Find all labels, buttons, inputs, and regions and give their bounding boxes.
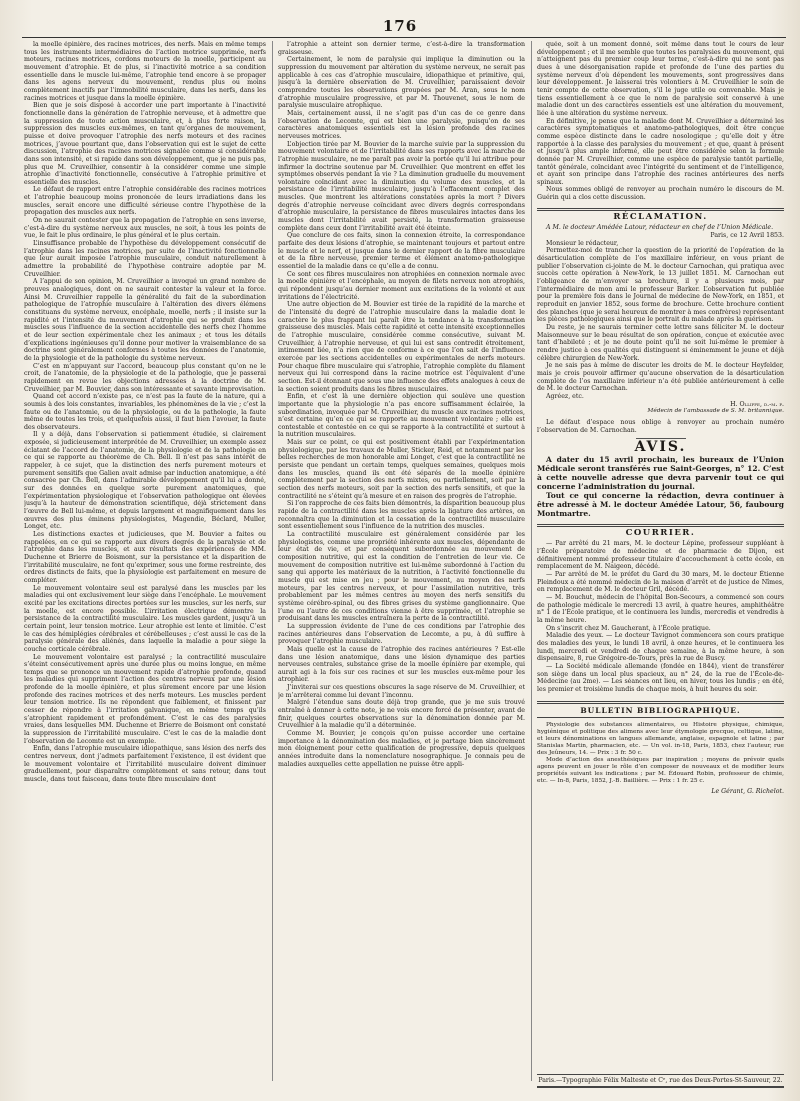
reclamation-salutation: Monsieur le rédacteur, — [546, 239, 619, 247]
reclamation-heading: RÉCLAMATION. — [537, 208, 784, 222]
article-paragraph: Il y a déjà, dans l’observation si patiemment étudiée, si clairement exposée, si judicieusement interprétée de M. Cruveilhier, un exemple assez éclatant de l’accord de l’anatomie, de la physiologie et de la pathologie en ce qui se rapporte au théorème de Ch. Bell. Il n’est pas sans intérêt de rappeler, à ce sujet, que la distinction des nerfs purement moteurs et purement sensitifs que Galien avait admise par induction anatomique, a été consacrée par Ch. Bell, dans l’admirable développement qu’il lui a donné, sur des données en quelque sorte purement anatomiques, que l’expérimentation physiologique et l’observation pathologique ont élevées jusqu’à la hauteur de démonstration scientifique, déjà strictement dans l’œuvre de Bell lui-même, et depuis largement et magnifiquement dans les œuvres des plus éminens physiologistes, Magendie, Béclard, Muller, Longet, etc. — [24, 431, 266, 531]
article-paragraph: On ne saurait contester que la propagation de l’atrophie en sens inverse, c’est-à-dire du système nerveux aux muscles, ne soit, à tous les points de vue, le fait le plus ordinaire, le plus général et le plus certain. — [24, 217, 266, 240]
courrier-heading: COURRIER. — [537, 524, 784, 538]
reclamation-paragraph: Agréez, etc. — [546, 392, 584, 400]
article-paragraph: J’inviterai sur ces questions obscures la sage réserve de M. Cruveilhier, et je m’arrêterai comme lui devant l’inconnu. — [278, 684, 525, 699]
reclamation-signature-title: Médecin de l’ambassade de S. M. britannique. — [647, 408, 784, 415]
column-2 — [278, 41, 525, 1081]
gerant-signature: Le Gérant, G. Richelot. — [711, 788, 784, 796]
column-1 — [24, 41, 266, 1081]
article-paragraph: l’atrophie a atteint son dernier terme, c’est-à-dire la transformation graisseuse. — [278, 41, 525, 56]
bibliography-entry: Physiologie des substances alimentaires, ou Histoire physique, chimique, hygiénique et politique des alimens avec leur étymologie grecque, celtique, latine, et leurs dénominations en langues allemande, anglaise, espagnole et latine ; par Stanislas Martin, pharmacien, etc. — Un vol. in-18, Paris, 1853, chez l’auteur, rue des Jeûneurs, 14. — Prix : 3 fr. 50 c. — [537, 722, 784, 756]
article-paragraph: Nous sommes obligé de renvoyer au prochain numéro le discours de M. Guérin qui a clos cette discussion. — [537, 186, 784, 202]
avis-paragraph: Tout ce qui concerne la rédaction, devra continuer à être adressé à M. le docteur Amédée Latour, 56, faubourg Montmartre. — [537, 490, 784, 518]
article-paragraph: La suppression évidente de l’une de ces conditions par l’atrophie des racines antérieures dans l’observation de Lecomte, a pu, à dû suffire à provoquer l’atrophie musculaire. — [278, 622, 525, 646]
article-paragraph: Une autre objection de M. Bouvier est tirée de la rapidité de la marche et de l’intensité du degré de l’atrophie musculaire dans la maladie dont le caractère le plus frappant lui paraît être la tendance à la transformation graisseuse des muscles. Mais cette rapidité et cette intensité exceptionnelles de l’atrophie musculaire, considérée comme consécutive, suivant M. Cruveilhier, à l’atrophie nerveuse, et qui lui est sans contredit étroitement, intimement liée, n’a rien que de conforme à ce que l’on sait de l’influence exercée par les sections accidentelles ou expérimentales de nerfs moteurs. Pour chaque fibre musculaire qui s’atrophie, l’atrophie complète du filament nerveux qui lui correspond dans la racine motrice est l’équivalent d’une section. Est-il étonnant que sous une influence des effets analogues à ceux de la section soient produits dans les fibres musculaires. — [278, 301, 525, 393]
column-3 — [537, 41, 784, 1081]
article-paragraph: Le mouvement volontaire seul est paralysé dans les muscles par les maladies qui ont exclusivement leur siège dans l’encéphale. Le mouvement excité par les excitations directes portées sur les muscles, sur les nerfs, sur la moelle, est encore possible. L’irritation électrique démontre la persistance de la contractilité musculaire. Les muscles gardent, jusqu’à un certain point, leur tension motrice. Leur atrophie est lente et limitée. C’est le cas des hémiplégies cérébrales et cérébelleuses ; c’est aussi le cas de la paralysie générale des aliénés, dans laquelle la maladie a pour siège la couche corticale cérébrale. — [24, 584, 266, 653]
article-paragraph: Les distinctions exactes et judicieuses, que M. Bouvier a faites ou rappelées, en ce qui se rapporte aux divers degrés de la paralysie et de l’atrophie dans les muscles, et aux résultats des expériences de MM. Duchenne et Brierre de Boismont, sur la persistance et la disparition de l’irritabilité musculaire, ne font qu’exprimer, sous une forme restreinte, des ordres distincts de faits, que la physiologie est parfaitement en mesure de compléter. — [24, 531, 266, 584]
article-paragraph: Mais quelle est la cause de l’atrophie des racines antérieures ? Est-elle dans une lésion anatomique, dans une lésion dynamique des parties nerveuses centrales, substance grise de la moelle épinière par exemple, qui aurait agi à la fois sur ces racines et sur les muscles eux-même pour les atrophier. — [278, 645, 525, 684]
article-paragraph: Le défaut de rapport entre l’atrophie considérable des racines motrices et l’atrophie beaucoup moins prononcée de leurs irradiations dans les muscles, serait encore une difficulté sérieuse contre l’hypothèse de la propagation des muscles aux nerfs. — [24, 186, 266, 217]
bibliography-body — [537, 722, 784, 784]
article-paragraph: Mais sur ce point, ce qui est positivement établi par l’expérimentation physiologique, par les travaux de Muller, Sticker, Reid, et notamment par les belles recherches de mon honorable ami Longet, c’est que la contractilité ne persiste que pendant un certain temps, quelques semaines, quelques mois dans les muscles, quand ils ont été séparés de la moelle épinière complètement par la section des nerfs mixtes, ou partiellement, soit par la section des nerfs moteurs, soit par la section des nerfs sensitifs, et que la contractilité ne s’éteint qu’à mesure et en raison des progrès de l’atrophie. — [278, 439, 525, 500]
reclamation-address: A M. le docteur Amédée Latour, rédacteur en chef de l’Union Médicale. — [546, 224, 774, 232]
article-paragraph: En définitive, je pense que la maladie dont M. Cruveilhier a déterminé les caractères symptomatiques et anatomo-pathologiques, doit être conçue comme espèce distincte dans le cadre nosologique ; qu’elle doit y être rapportée à la classe des paralysies du mouvement ; et que, quant à présent et jusqu’à plus ample informé, elle peut être considérée selon la formule donnée par M. Cruveilhier, comme une espèce de paralysie tantôt partielle, tantôt générale, coïncidant avec l’intégrité du sentiment et de l’intelligence, et ayant son principe dans l’atrophie des racines antérieures des nerfs spinaux. — [537, 117, 784, 186]
column-divider — [531, 41, 532, 1081]
courrier-body — [537, 540, 784, 693]
reclamation-paragraph: Je ne sais pas à même de discuter les droits de M. le docteur Heyfelder, mais je crois pouvoir affirmer qu’aucune observation de la désarticulation complète de l’os maxillaire inférieur n’a été publiée antérieurement à celle de M. le docteur Carnochan. — [537, 362, 784, 393]
article-conclusion — [537, 41, 784, 202]
reclamation-note: Le défaut d’espace nous oblige à renvoyer au prochain numéro l’observation de M. Carnochan. — [537, 418, 784, 434]
article-paragraph: L’objection tirée par M. Bouvier de la marche suivie par la suppression du mouvement volontaire et de l’irritabilité dans ses rapports avec la marche de l’atrophie musculaire, ne me paraît pas avoir la portée qu’il lui attribue pour infirmer la doctrine soutenue par M. Cruveilhier. Que montrent en effet les symptômes observés pendant la vie ? La diminution graduelle du mouvement volontaire coïncidant avec la diminution du volume des muscles, et la persistance de l’irritabilité musculaire, jusqu’à l’effacement complet des muscles. Que montrent les altérations constatées après la mort ? Divers degrés d’atrophie nerveuse coïncidant avec divers degrés correspondans d’atrophie musculaire, la persistance de fibres musculaires intactes dans les muscles dont l’irritabilité avait persisté, la transformation graisseuse complète dans ceux dont l’irritabilité avait été éteinte. — [278, 140, 525, 232]
article-paragraph: Si l’on rapproche de ces faits bien démontrés, la disparition beaucoup plus rapide de la contractilité dans les muscles après la ligature des artères, on reconnaîtra que la diminution et la cessation de la contractilité musculaire sont essentiellement sous l’influence de la nutrition des muscles. — [278, 500, 525, 531]
article-paragraph: Mais, certainement aussi, il ne s’agit pas d’un cas de ce genre dans l’observation de Lecomte, qui est bien une paralysie, puisqu’on de ses caractères anatomiques essentiels est la lésion profonde des racines nerveuses motrices. — [278, 109, 525, 140]
article-paragraph: L’insuffisance probable de l’hypothèse du développement consécutif de l’atrophie dans les racines motrices, par suite de l’inactivité fonctionnelle que leur aurait imposée l’atrophie musculaire, conduit naturellement à admettre la probabilité de l’hypothèse contraire adoptée par M. Cruveilhier. — [24, 240, 266, 278]
article-paragraph: Certainement, le nom de paralysie qui implique la diminution ou la suppression du mouvement par altération du système nerveux, ne serait pas applicable à ces cas d’atrophie musculaire, idiopathique et primitive, qui, jusqu’à la dernière observation de M. Cruveilhier, paraissaient devoir comprendre toutes les observations groupées par M. Aran, sous le nom d’atrophie musculaire progressive, et par M. Thouvenet, sous le nom de paralysie musculaire atrophique. — [278, 56, 525, 110]
article-paragraph: quée, soit à un moment donné, soit même dans tout le cours de leur développement ; et il me semble que toutes les paralysies du mouvement, qui n’atteignent pas du premier coup leur terme, c’est-à-dire qui ne sont pas dues à une désorganisation rapide et profonde de l’une des parties du système nerveux d’où dépendent les mouvements, sont progressives dans leur développement. Je laisserai très volontiers à M. Cruveilhier le soin de tenir compte de cette observation, s’il le juge utile ou convenable. Mais je tiens essentiellement à ce que le nom de paralysie soit conservé à une maladie dont un des caractères essentiels est une altération du mouvement, liée à une altération du système nerveux. — [537, 41, 784, 117]
courrier-item: On s’inscrit chez M. Gaucherant, à l’École pratique. — [546, 624, 711, 632]
courrier-item: — La Société médicale allemande (fondée en 1844), vient de transférer son siège dans un local plus spacieux, au n° 24, de la rue de l’École-de-Médecine (au 2me). — Les séances ont lieu, en hiver, tous les lundis ; en été, les premier et troisième lundis de chaque mois, à huit heures du soir. — [537, 662, 784, 693]
footer-rule — [537, 1086, 784, 1088]
article-paragraph: La contractilité musculaire est généralement considérée par les physiologistes, comme une propriété inhérente aux muscles, dépendante de leur état de vie, et par conséquent subordonnée au mouvement de composition nutritive, qui est la condition de l’entretien de leur vie. Ce mouvement de composition nutritive est lui-même subordonné à l’action du sang qui apporte les matériaux de la nutrition, à l’activité fonctionnelle du muscle qui est mise en jeu ; pour le mouvement, au moyen des nerfs moteurs, par les centres nerveux, et pour l’assimilation nutritive, très probablement par les mêmes centres au moyen des nerfs sensitifs du système cérébro-spinal, ou des fibres grises du système ganglionnaire. Que l’une ou l’autre de ces conditions vienne à être supprimée, et l’atrophie se produisant dans les muscles entraînera la perte de la contractilité. — [278, 531, 525, 623]
courrier-item: — Par arrêté du 21 mars, M. le docteur Lépine, professeur suppléant à l’École préparatoire de médecine et de pharmacie de Dijon, est définitivement nommé professeur titulaire d’accouchement à cette école, en remplacement de M. Naigeon, décédé. — [537, 540, 784, 571]
courrier-item: — M. Bouchut, médecin de l’hôpital Bon-Secours, a commencé son cours de pathologie médicale le mercredi 13 avril, à quatre heures, amphithéâtre n° 1 de l’École pratique, et le continuera les lundis, mercredis et vendredis à la même heure. — [537, 594, 784, 625]
reclamation-date: Paris, ce 12 Avril 1853. — [710, 232, 784, 240]
article-paragraph: Malgré l’étendue sans doute déjà trop grande, que je me suis trouvé entraîné à donner à cette note, je ne vois encore forcé de présenter, avant de finir, quelques courtes observations sur la dénomination donnée par M. Cruveilhier à la maladie qu’il a déterminée. — [278, 699, 525, 730]
reclamation-body — [537, 247, 784, 400]
article-paragraph: Le mouvement volontaire est paralysé ; la contractilité musculaire s’éteint consécutivement après une durée plus ou moins longue, en même temps que se prononce un mouvement rapide d’atrophie profonde, quand les maladies qui suppriment l’action des centres nerveux par une lésion profonde de la moelle épinière, et plus sûrement encore par une lésion profonde des racines motrices et des nerfs moteurs. Les muscles perdent leur tension motrice. Ils ne répondent que faiblement, et finissent par cesser de répondre à l’irritation galvanique, en même temps qu’ils s’atrophient rapidement et profondément. C’est le cas des paralysies vraies, dans lesquelles MM. Duchenne et Brierre de Boismont ont constaté la suppression de l’irritabilité musculaire. C’est le cas de la maladie dont l’observation de Lecomte est un exemple. — [24, 653, 266, 745]
reclamation-paragraph: Du reste, je ne saurais terminer cette lettre sans féliciter M. le docteur Maisonneuve sur le beau résultat de son opération, conçue et exécutée avec tant d’habileté ; et je ne doute point qu’il ne soit lui-même le premier à rendre justice à ces qualités qui distinguent si éminemment le jeune et déjà célèbre chirurgien de New-York. — [537, 323, 784, 362]
article-paragraph: A l’appui de son opinion, M. Cruveilhier a invoqué un grand nombre de preuves analogiques, dont on ne saurait contester la valeur et la force. Ainsi M. Cruveilhier rappelle la généralité du fait de la subordination pathologique de l’atrophie musculaire à l’altération des divers élémens constituans du système nerveux, encéphale, moelle, nerfs ; il insiste sur la rapidité et l’intensité du mouvement d’atrophie qui se produit dans les muscles sous l’influence de la section accidentelle des nerfs chez l’homme et de leur section expérimentale chez les animaux ; et tous les détails d’explications ingénieuses qu’il donne pour motiver la vraisemblance de sa doctrine sont généralement conformes à toutes les données de l’anatomie, de la physiologie et de la pathologie du système nerveux. — [24, 278, 266, 362]
column-divider — [272, 41, 273, 1081]
article-paragraph: Comme M. Bouvier, je conçois qu’on puisse accorder une certaine importance à la dénomination des maladies, et je partage bien sincèrement mon éloignement pour cette qualification de progressive, depuis quelques années introduite dans la nomenclature nosographique. Je connais peu de maladies auxquelles cette appellation ne puisse être appli- — [278, 730, 525, 768]
article-paragraph: Ce sont ces fibres musculaires non atrophiées en connexion normale avec la moelle épinière et l’encéphale, au moyen de filets nerveux non atrophiés, qui répondent jusqu’au dernier moment aux excitations de la volonté et aux irritations de l’électricité. — [278, 270, 525, 301]
header-rule — [22, 37, 786, 38]
printer-imprint: Paris.—Typographie Félix Malteste et Cᵉ, rue des Deux-Portes-St-Sauveur, 22. — [537, 1074, 784, 1084]
reclamation-signature: H. Olliffe, d.-m. p. — [730, 400, 784, 408]
article-paragraph: Enfin, dans l’atrophie musculaire idiopathique, sans lésion des nerfs des centres nerveux, dont j’admets parfaitement l’existence, il est évident que le mouvement volontaire et l’irritabilité musculaire doivent diminuer graduellement, pour disparaître complètement et sans retour, dans tout muscle, dans tout faisceau, dans toute fibre musculaire dont — [24, 745, 266, 783]
reclamation-paragraph: Permettez-moi de trancher la question de la priorité de l’opération de la désarticulation complète de l’os maxillaire inférieur, en vous priant de publier l’observation ci-jointe de M. le docteur Carnochan, qui pratiqua avec succès cette opération à New-York, le 13 juillet 1851. M. Carnochan eut l’obligeance de m’envoyer sa brochure, il y a plusieurs mois, par l’intermédiaire de mon ami le professeur Barker. L’observation fut publiée pour la première fois dans le Journal de médecine de New-York, en 1851, et reproduit en janvier 1852, sous forme de brochure. Cette brochure contient des planches (que je serai heureux de montrer à mes confrères) représentant les pièces pathologiques ainsi que le portrait du malade après la guérison. — [537, 247, 784, 324]
article-paragraph: la moelle épinière, des racines motrices, des nerfs. Mais en même temps tous les instruments intermédiaires de l’action motrice supprimée, nerfs moteurs, racines motrices, cordons moteurs de la moelle, participent au mouvement d’atrophie. Et de plus, si l’inactivité motrice a sa condition essentielle dans le muscle lui-même, l’atrophie tend encore à se propager dans les agens nerveux du mouvement, rendus plus ou moins complètement inactifs par l’immobilité musculaire, dans les nerfs, dans les racines motrices et jusque dans la moelle épinière. — [24, 41, 266, 102]
avis-paragraph: A dater du 15 avril prochain, les bureaux de l’Union Médicale seront transférés rue Saint-Georges, n° 12. C’est à cette nouvelle adresse que devra parvenir tout ce qui concerne l’administration du journal. — [537, 454, 784, 491]
article-paragraph: Que conclure de ces faits, sinon la connexion étroite, la correspondance parfaite des deux lésions d’atrophie, se maintenant toujours et partout entre le muscle et le nerf, et jusque dans le dernier rapport de la fibre musculaire et de la fibre nerveuse, premier terme et élément anatomo-pathologique essentiel de la maladie dans ce qu’elle a de connu. — [278, 232, 525, 271]
page-number: 176 — [382, 17, 418, 35]
article-paragraph: C’est en m’appuyant sur l’accord, beaucoup plus constant qu’on ne le croit, de l’anatomie, de la physiologie et de la pathologie, que je passerai rapidement en revue les objections adressées à la doctrine de M. Cruveilhier, par M. Bouvier, dans son intéressante et savante improvisation. — [24, 362, 266, 393]
avis-body — [537, 455, 784, 518]
article-paragraph: Quand cet accord n’existe pas, ce n’est pas la faute de la nature, qui a soumis à des lois constantes, invariables, les phénomènes de la vie ; c’est la faute ou de l’anatomie, ou de la physiologie, ou de la pathologie, la faute même de toutes les trois, et quelquefois aussi, il faut bien l’avouer, la faute des observateurs. — [24, 393, 266, 431]
bibliography-entry: Mode d’action des anesthésiques par inspiration ; moyens de prévoir quels agens peuvent en jouer le rôle d’en composer de nouveaux et de modifier leurs propriétés suivant les indications ; par M. Édouard Robin, professeur de chimie, etc. — In-8, Paris, 1852, J.-B. Baillière. — Prix : 1 fr. 25 c. — [537, 756, 784, 784]
courrier-item: — Par arrêté de M. le préfet du Gard du 30 mars, M. le docteur Étienne Pleindoux a été nommé médecin de la maison d’arrêt et de justice de Nîmes, en remplacement de M. le docteur Gril, décédé. — [537, 571, 784, 594]
courrier-item: Maladie des yeux. — Le docteur Tavignot commencera son cours pratique des maladies des yeux, le lundi 18 avril, à onze heures, et le continuera les lundi, mercredi et vendredi de chaque semaine, à la même heure, à son dispensaire, 8, rue Grégoire-de-Tours, près la rue de Buscy. — [537, 632, 784, 663]
article-paragraph: Bien que je sois disposé à accorder une part importante à l’inactivité fonctionnelle dans la génération de l’atrophie nerveuse, et à admettre que la suppression de toute action musculaire, et, à plus forte raison, la suppression des muscles eux-mêmes, en tant qu’organes de mouvement, puisse et doive provoquer l’atrophie des nerfs moteurs et des racines motrices, j’avoue pourtant que, dans l’observation qui est le sujet de cette discussion, l’atrophie des racines motrices signalée comme si considérable dans son intensité, et si rapide dans son développement, que je ne puis pas, plus que M. Cruveilhier, consentir à la considérer comme une simple atrophie d’inactivité fonctionnelle, consécutive à l’atrophie primitive et essentielle des muscles. — [24, 102, 266, 186]
bibliography-heading: BULLETIN BIBLIOGRAPHIQUE. — [537, 701, 784, 719]
article-paragraph: Enfin, et c’est là une dernière objection qui soulève une question importante que la physiologie n’a pas encore suffisamment éclairée, la subordination, invoquée par M. Cruveilhier, du muscle aux racines motrices, n’est certaine qu’en ce qui se rapporte au mouvement volontaire ; elle est contestable et contestée en ce qui se rapporte à la contractilité et surtout à la nutrition musculaires. — [278, 393, 525, 439]
avis-heading: AVIS. — [634, 439, 687, 456]
